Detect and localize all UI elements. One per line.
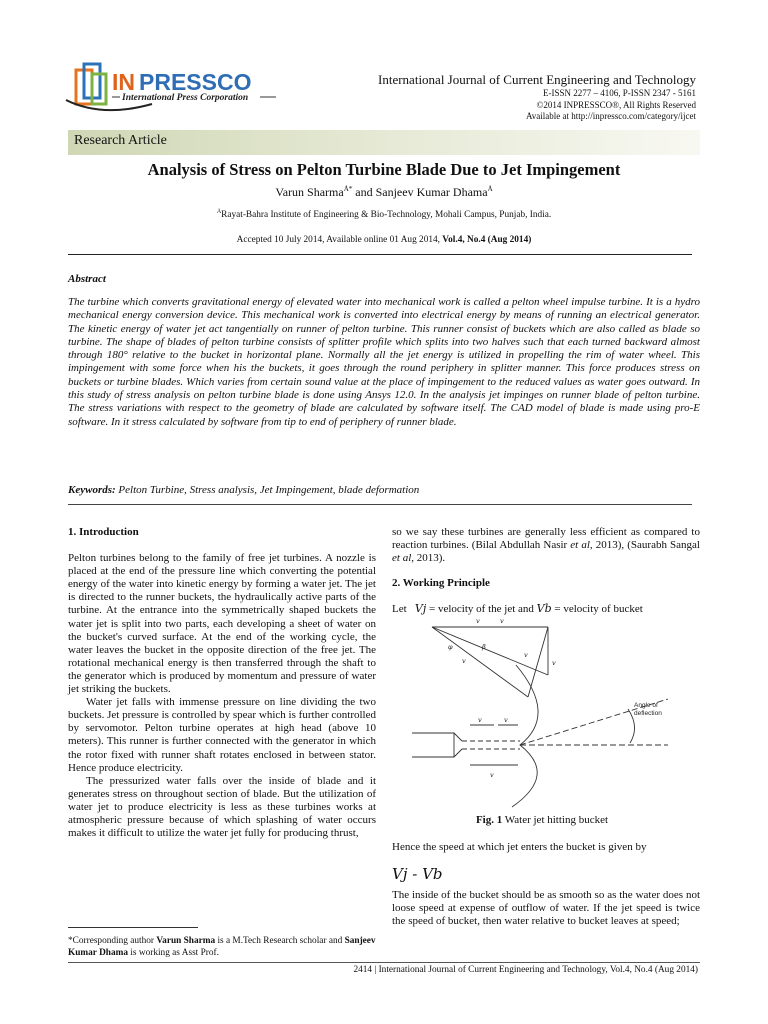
logo-subtitle: International Press Corporation: [122, 93, 249, 103]
svg-text:v: v: [478, 716, 482, 724]
article-type: Research Article: [74, 133, 167, 148]
author-2: Sanjeev Kumar Dhama: [375, 185, 488, 199]
right-paragraph-1: [392, 526, 700, 565]
copyright: ©2014 INPRESSCO®, All Rights Reserved: [536, 99, 696, 110]
angle-label-2: deflection: [634, 710, 662, 717]
svg-text:β: β: [482, 643, 486, 651]
accepted-line: [0, 235, 768, 245]
divider: [68, 254, 692, 255]
angle-label-1: Angle of: [634, 702, 658, 709]
vb-definition: = velocity of bucket: [551, 603, 643, 616]
journal-info: [378, 72, 696, 123]
affiliation: [0, 209, 768, 220]
svg-text:PRESSCO: PRESSCO: [139, 69, 252, 95]
citation-text-c: , 2013).: [411, 552, 446, 565]
svg-text:IN: IN: [112, 69, 135, 95]
vj-definition: = velocity of the jet and: [426, 603, 537, 616]
and-text: and: [352, 185, 376, 199]
svg-text:φ: φ: [448, 643, 453, 651]
intro-paragraph-3: The pressurized water falls over the inside of blade and it generates stress on throughout section of blade. But the utilization of water jet to produce electricity is less as these turbines works at atmospheric pressure because of which splashing of water occurs makes it difficult to utilize the water jet fully for producing thrust,: [68, 774, 376, 840]
affiliation-sup: Ȧ: [216, 209, 222, 215]
right-column-lower: [392, 841, 700, 928]
footnote-suffix: is working as Asst Prof.: [128, 947, 219, 958]
figure-caption: [384, 814, 700, 826]
footnote-author-1: Varun Sharma: [156, 936, 216, 946]
citation-text-a: so we say these turbines are generally less efficient as compared to reaction turbines. (Bilal Abdullah Nasir: [392, 526, 700, 552]
author-1: Varun Sharma: [275, 185, 344, 199]
svg-text:v: v: [504, 716, 508, 724]
svg-text:v: v: [552, 659, 556, 667]
et-al: et al: [392, 552, 412, 565]
divider: [68, 504, 692, 505]
intro-paragraph-2: Water jet falls with immense pressure on line dividing the two buckets. Jet pressure is controlled by spear which is further controlled by servomotor. Pelton turbine operates at high head (above 10 meters). This runner is further connected with the generator in which the rotor fixed with runner shaft rotates enclosed in between stator. Hence produce electricity.: [68, 696, 376, 774]
right-paragraph-last: The inside of the bucket should be as smooth so as the water does not loose speed at expense of outflow of water. If the jet speed is twice the speed of bucket, then water relative to bucket leaves at speed;: [392, 889, 700, 928]
paper-title: Analysis of Stress on Pelton Turbine Blade Due to Jet Impingement: [147, 160, 621, 179]
abstract-text: The turbine which converts gravitational energy of elevated water into mechanical work is called a pelton wheel impulse turbine. It is a hydro mechanical energy conversion device. This mechanical work is converted into electrical energy by means of running an electrical generator. The kinetic energy of water jet act tangentially on runner of pelton turbine. This runner consist of buckets which are also called as blade so turbine. The shape of blades of pelton turbine consists of splitter profile which splits into two halves such that each turned backward almost through 180° relative to the bucket in horizontal plane. Normally all the jet energy is utilized in propelling the rim of water wheel. This impingement with some force when his the buckets, it goes through the round periphery in splitter manner. This force produces stress on buckets or turbine blades. Which varies from certain sound value at the place of impingement to the reduced values as water goes outward. In this study of stress analysis on pelton turbine blade is done using Ansys 12.0. In the analysis jet impinges on runner blade of pelton turbine. The stress variations with respect to the geometry of blade are calculated by software itself. The CAD model of blade is made using pro-E software. In it stress calculated by software from tip to end of periphery of runner blade.: [68, 296, 700, 428]
intro-heading: 1. Introduction: [68, 526, 139, 538]
working-principle-heading: 2. Working Principle: [392, 577, 490, 590]
svg-text:v: v: [462, 657, 466, 665]
keywords-text: Pelton Turbine, Stress analysis, Jet Impingement, blade deformation: [115, 484, 420, 496]
abstract-heading: Abstract: [68, 273, 106, 285]
volume-info: Vol.4, No.4 (Aug 2014): [442, 235, 532, 245]
let-text: Let: [392, 603, 407, 616]
author-2-sup: Ȧ: [487, 185, 493, 193]
authors: [0, 185, 768, 200]
footer-divider: [68, 962, 700, 963]
accepted-text: Accepted 10 July 2014, Available online 01 Aug 2014,: [236, 235, 443, 245]
speed-text: Hence the speed at which jet enters the bucket is given by: [392, 841, 647, 853]
author-1-sup: Ȧ*: [343, 185, 353, 193]
svg-text:v: v: [476, 617, 480, 625]
footnote-divider: [68, 927, 198, 928]
page-footer: 2414 | International Journal of Current Engineering and Technology, Vol.4, No.4 (Aug 2014): [353, 965, 698, 975]
footnote-author-2: Sanjeev Kumar Dhama: [68, 936, 376, 958]
journal-title: International Journal of Current Engineering and Technology: [378, 72, 696, 87]
footnote-mid: is a M.Tech Research scholar and: [215, 936, 345, 946]
inpressco-logo: [62, 60, 292, 122]
available-at: Available at http://inpressco.com/category/ijcet: [525, 111, 696, 121]
formula: Vj - Vb: [392, 865, 443, 884]
water-jet-figure: [408, 615, 694, 815]
left-column: [68, 526, 376, 840]
affiliation-text: Rayat-Bahra Institute of Engineering & Bio-Technology, Mohali Campus, Punjab, India.: [221, 210, 552, 221]
footnote: [68, 936, 380, 959]
vb-symbol: Vb: [536, 602, 552, 616]
issn: E-ISSN 2277 – 4106, P-ISSN 2347 - 5161: [542, 88, 696, 98]
citation-text-b: , 2013), (Saurabh Sangal: [589, 539, 700, 552]
vj-symbol: Vj: [414, 602, 427, 616]
footnote-prefix: *Corresponding author: [68, 936, 157, 946]
right-column: [392, 526, 700, 616]
et-al: et al: [570, 539, 590, 552]
keywords: [68, 484, 700, 496]
intro-paragraph-1: Pelton turbines belong to the family of free jet turbines. A nozzle is placed at the end of the pressure line which converting the potential energy of the water into kinetic energy by forming a water jet. The jet is directed to the runner buckets, the hydraulically active parts of the turbine. At the entrance into the symmetrically shaped buckets the water jet is split into two parts, each developing a sheet of water on the bucket's curved surface. At the end of the working cycle, the water leaves the bucket in the opposite direction of the free jet. The rotational mechanical energy is then transferred through the shaft to the generator which is produced by momentum and pressure of water jet striking the buckets.: [68, 552, 376, 696]
svg-text:v: v: [490, 771, 494, 779]
keywords-label: Keywords:: [68, 484, 116, 496]
figure-caption-text: Water jet hitting bucket: [502, 814, 609, 826]
svg-text:v: v: [500, 617, 504, 625]
figure-label: Fig. 1: [475, 814, 503, 826]
svg-text:v: v: [524, 651, 528, 659]
